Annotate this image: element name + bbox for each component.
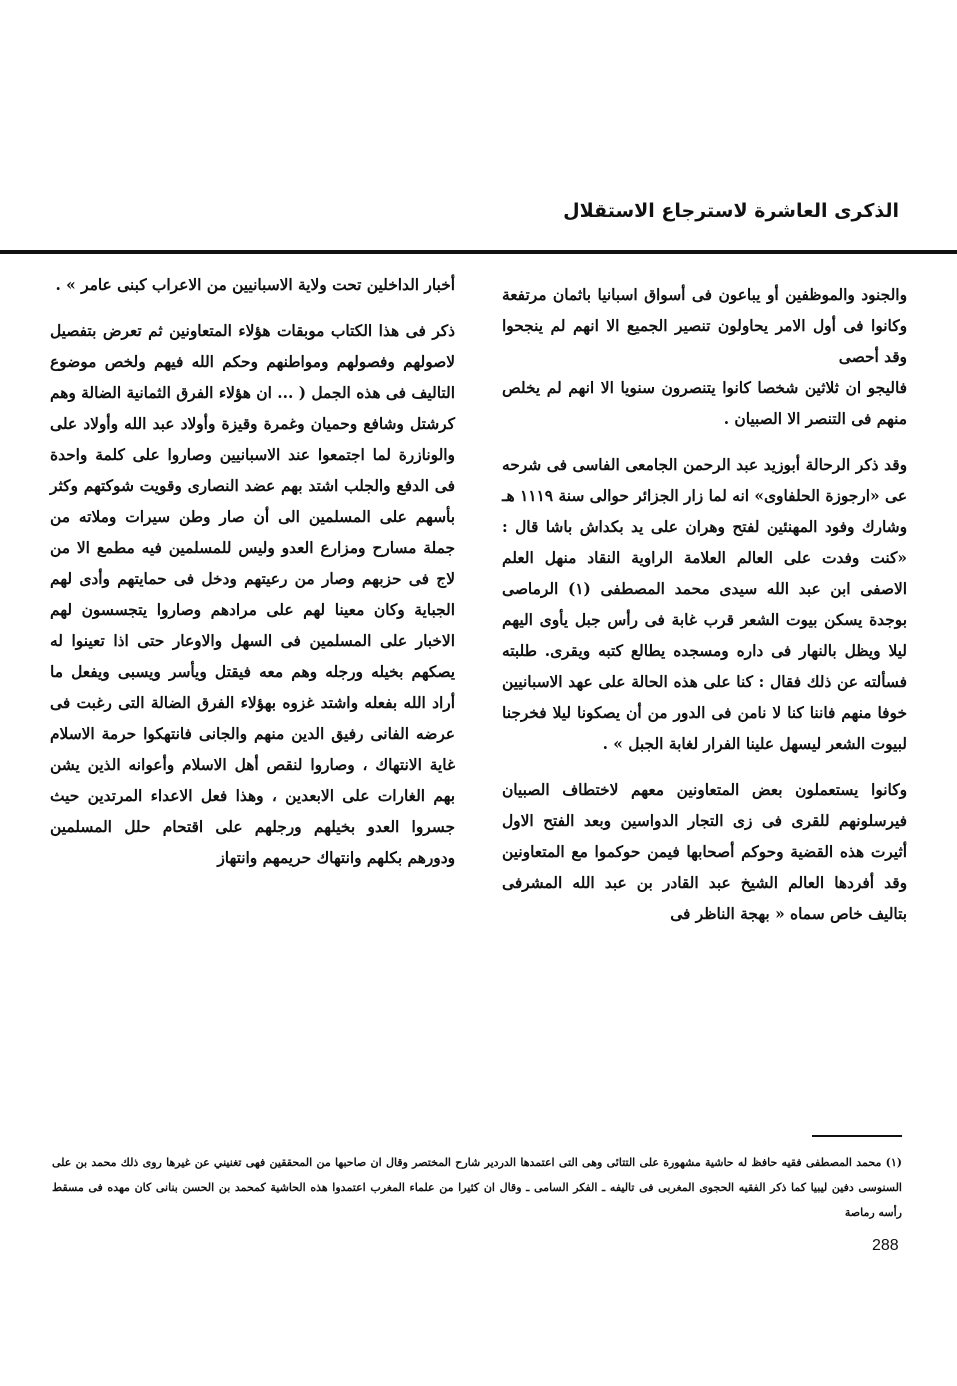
paragraph: وكانوا يستعملون بعض المتعاونين معهم لاختطاف الصبيان فيرسلونهم للقرى فى زى التجار الدواسين وبعد الفتح الاول أثيرت هذه القضية وحوكم أصحابها فيمن حوكموا مع المتعاونين وقد أفردها العالم الشيخ عبد القادر بن عبد الله المشرفى بتاليف خاص سماه « بهجة الناظر فى (502, 781, 907, 923)
header-divider (0, 250, 957, 254)
footnote: (١) محمد المصطفى فقيه حافظ له حاشية مشهورة على التتائى وهى التى اعتمدها الدردير شارح المختصر وقال ان صاحبها من المحققين فهى تغنيني عن غيرها روى ذلك محمد بن على السنوسى دفين ليبيا كما ذكر الفقيه الحجوى المغربى فى تاليفه ـ الفكر السامى ـ وقال ان كثيرا من علماء المغرب اعتمدوا هذه الحاشية كمحمد بن الحسن بنانى كان مهده فى مسقط رأسه رماصة (52, 1156, 902, 1219)
footnote-divider (812, 1135, 902, 1137)
running-header-title: الذكرى العاشرة لاسترجاع الاستقلال (563, 200, 899, 222)
page-number: 288 (872, 1237, 899, 1254)
text-column-right (502, 280, 907, 945)
paragraph: والجنود والموظفين أو يباعون فى أسواق اسبانيا باثمان مرتفعة وكانوا فى أول الامر يحاولون تنصير الجميع الا انهم لم ينجحوا وقد أحصى (502, 286, 907, 366)
paragraph: وقد ذكر الرحالة أبوزيد عبد الرحمن الجامعى الفاسى فى شرحه عى «ارجوزة الحلفاوى» انه لما زار الجزائر حوالى سنة ١١١٩ هـ وشارك وفود المهنئين لفتح وهران على يد بكداش باشا قال : «كنت وفدت على العالم العلامة الراوية النقاد منهل العلم الاصفى ابن عبد الله سيدى محمد المصطفى (١) الرماصى بوجدة يسكن بيوت الشعر قرب غابة فى رأس جبل يأوى اليهم ليلا ويظل بالنهار فى داره ومسجده يطالع كتبه ويقرى. طلبته فسألته عن ذلك فقال : كنا على هذه الحالة على عهد الاسبانيين خوفا منهم فاننا كنا لا نامن فى الدور من أن يصكونا ليلا فخرجنا لبيوت الشعر ليسهل علينا الفرار لغابة الجبل » . (502, 456, 908, 753)
paragraph: ذكر فى هذا الكتاب موبقات هؤلاء المتعاونين ثم تعرض بتفصيل لاصولهم وفصولهم ومواطنهم وحكم الله فيهم ولخص موضوع التاليف فى هذه الجمل ( ... ان هؤلاء الفرق الثمانية الضالة وهم كرشتل وشافع وحميان وغمرة وقيزة وأولاد عبد الله وأولاد على والونازرة لما اجتمعوا عند الاسبانيين وصاروا على كلمة واحدة فى الدفع والجلب اشتد بهم عضد النصارى وقويت شوكتهم وكثر بأسهم على المسلمين الى أن صار وطن سيرات وملاته من جملة مسارح ومزارع العدو وليس للمسلمين فيه مطمع الا من لاج فى حزبهم وصار من رعيتهم ودخل فى حمايتهم وأدى لهم الجباية وكان معينا لهم على مرادهم وصاروا يتجسسون لهم الاخبار على المسلمين فى السهل والاوعار حتى اذا تعينوا له يصكهم بخيله ورجله وهم معه فيقتل ويأسر ويسبى ويفعل ما أراد الله بفعله واشتد غزوه بهؤلاء الفرق الضالة التى رغبت فى عرضه الفانى رفيق الدين منهم والجانى فانتهكوا حرمة الاسلام غاية الانتهاك ، وصاروا لنقص أهل الاسلام وأعوانه الذين يشن بهم الغارات على الابعدين ، وهذا فعل الاعداء المرتدين حيث جسروا العدو بخيلهم ورجلهم على اقتحام حلل المسلمين ودورهم بكلهم وانتهاك حريمهم وانتهاز (50, 322, 455, 867)
footnotes (52, 1150, 902, 1225)
text-column-left (50, 270, 455, 889)
paragraph: فاليجو ان ثلاثين شخصا كانوا يتنصرون سنويا الا انهم لم يخلص منهم فى التنصر الا الصبيان . (502, 379, 907, 428)
paragraph: أخبار الداخلين تحت ولاية الاسبانيين من الاعراب كبنى عامر » . (55, 276, 455, 294)
